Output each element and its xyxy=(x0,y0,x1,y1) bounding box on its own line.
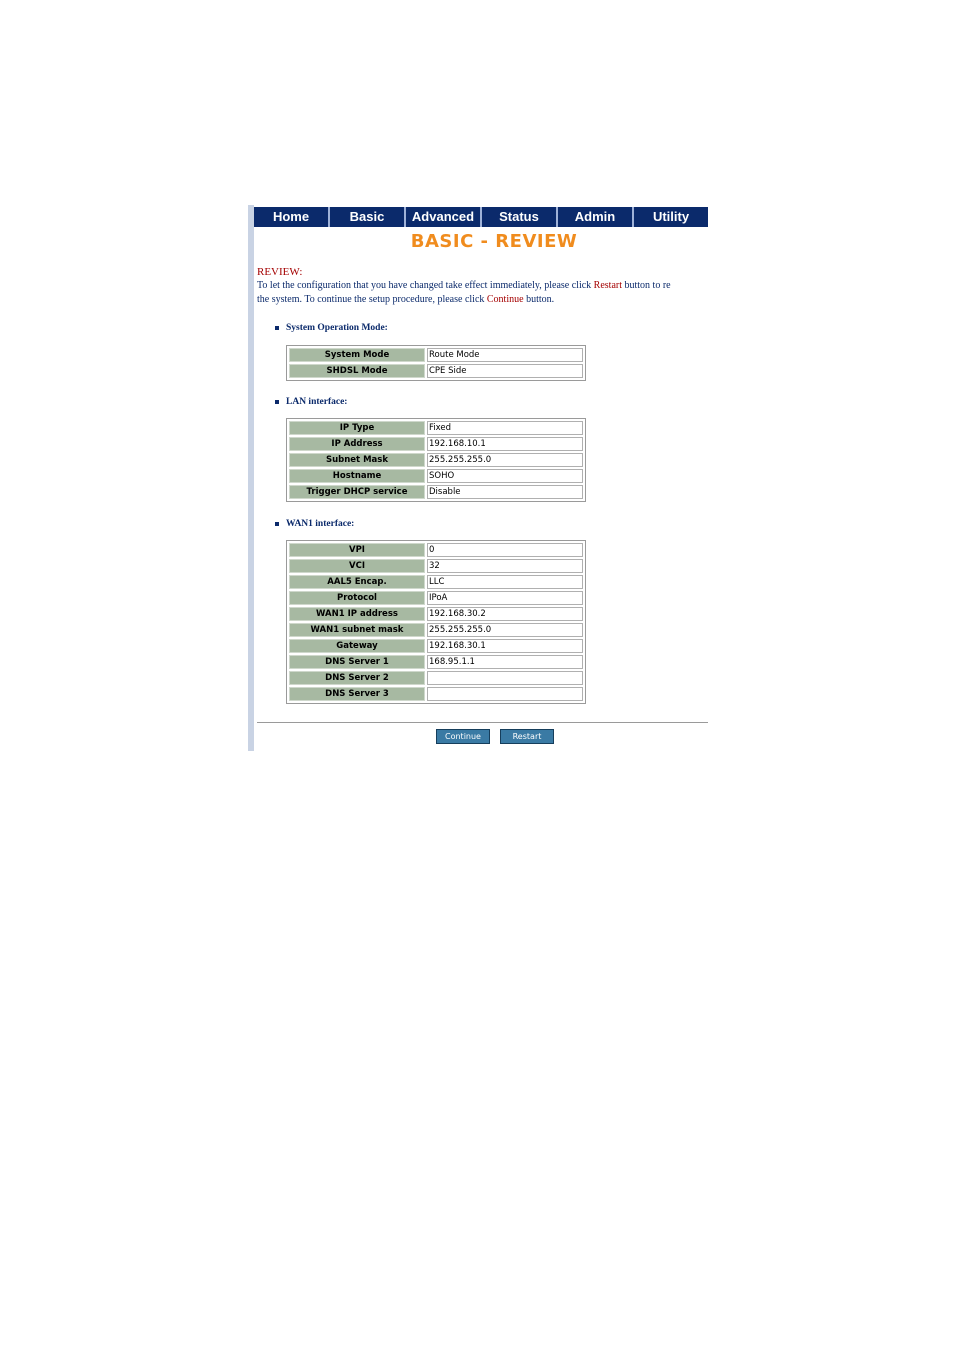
row-label: DNS Server 1 xyxy=(289,655,425,669)
row-value: Disable xyxy=(427,485,583,499)
row-label: System Mode xyxy=(289,348,425,362)
table-row xyxy=(289,671,583,685)
desc-line1-end: button to re xyxy=(622,280,671,291)
desc-line1-start: To let the configuration that you have changed take effect immediately, please click xyxy=(257,280,594,291)
bullet-icon xyxy=(275,326,279,330)
row-value xyxy=(427,687,583,701)
row-label: Hostname xyxy=(289,469,425,483)
review-heading: REVIEW: xyxy=(257,266,303,278)
continue-button[interactable]: Continue xyxy=(436,729,490,744)
restart-button[interactable]: Restart xyxy=(500,729,554,744)
row-label: WAN1 IP address xyxy=(289,607,425,621)
row-value xyxy=(427,671,583,685)
table-row xyxy=(289,421,583,435)
row-value: 0 xyxy=(427,543,583,557)
desc-restart-word: Restart xyxy=(593,280,622,291)
nav-tab-utility[interactable]: Utility xyxy=(652,209,690,224)
row-value: 192.168.30.2 xyxy=(427,607,583,621)
row-label: Gateway xyxy=(289,639,425,653)
section-lan-label: LAN interface: xyxy=(286,397,348,407)
section-system-title xyxy=(275,323,388,333)
row-value: 192.168.30.1 xyxy=(427,639,583,653)
row-value: Route Mode xyxy=(427,348,583,362)
row-value: 255.255.255.0 xyxy=(427,623,583,637)
row-label: SHDSL Mode xyxy=(289,364,425,378)
table-row xyxy=(289,364,583,378)
table-row xyxy=(289,559,583,573)
section-wan-title xyxy=(275,519,354,529)
row-value: 32 xyxy=(427,559,583,573)
row-label: DNS Server 2 xyxy=(289,671,425,685)
table-row xyxy=(289,348,583,362)
table-row xyxy=(289,623,583,637)
section-wan-label: WAN1 interface: xyxy=(286,519,355,529)
review-description xyxy=(257,279,708,307)
row-label: AAL5 Encap. xyxy=(289,575,425,589)
divider xyxy=(257,722,708,723)
bullet-icon xyxy=(275,522,279,526)
row-label: IP Address xyxy=(289,437,425,451)
nav-tab-status[interactable]: Status xyxy=(482,207,558,227)
row-label: Protocol xyxy=(289,591,425,605)
desc-line2-start: the system. To continue the setup procedure, please click xyxy=(257,294,487,305)
system-mode-table xyxy=(286,345,586,381)
row-value: SOHO xyxy=(427,469,583,483)
row-label: Subnet Mask xyxy=(289,453,425,467)
table-row xyxy=(289,687,583,701)
table-row xyxy=(289,655,583,669)
row-value: 255.255.255.0 xyxy=(427,453,583,467)
table-row xyxy=(289,469,583,483)
section-system-label: System Operation Mode: xyxy=(286,323,388,333)
row-value: 192.168.10.1 xyxy=(427,437,583,451)
desc-continue-word: Continue xyxy=(486,294,524,305)
review-content xyxy=(257,265,708,751)
desc-line2-end: button. xyxy=(523,294,555,305)
row-value: LLC xyxy=(427,575,583,589)
nav-tab-home[interactable]: Home xyxy=(254,207,330,227)
row-value: IPoA xyxy=(427,591,583,605)
bullet-icon xyxy=(275,400,279,404)
table-row xyxy=(289,485,583,499)
table-row xyxy=(289,575,583,589)
section-lan-title xyxy=(275,397,347,407)
nav-tab-admin[interactable]: Admin xyxy=(558,207,634,227)
router-config-window xyxy=(248,205,708,751)
page-title: BASIC - REVIEW xyxy=(410,231,578,252)
lan-interface-table xyxy=(286,418,586,502)
table-row xyxy=(289,639,583,653)
left-border xyxy=(248,205,254,751)
table-row xyxy=(289,453,583,467)
nav-tab-basic[interactable]: Basic xyxy=(330,207,406,227)
table-row xyxy=(289,437,583,451)
row-label: VPI xyxy=(289,543,425,557)
row-label: VCI xyxy=(289,559,425,573)
row-label: IP Type xyxy=(289,421,425,435)
row-label: Trigger DHCP service xyxy=(289,485,425,499)
nav-tab-advanced[interactable]: Advanced xyxy=(406,207,482,227)
table-row xyxy=(289,591,583,605)
action-buttons xyxy=(436,729,554,744)
row-label: WAN1 subnet mask xyxy=(289,623,425,637)
top-navigation xyxy=(254,207,708,227)
wan-interface-table xyxy=(286,540,586,704)
table-row xyxy=(289,607,583,621)
table-row xyxy=(289,543,583,557)
row-label: DNS Server 3 xyxy=(289,687,425,701)
row-value: CPE Side xyxy=(427,364,583,378)
row-value: Fixed xyxy=(427,421,583,435)
row-value: 168.95.1.1 xyxy=(427,655,583,669)
